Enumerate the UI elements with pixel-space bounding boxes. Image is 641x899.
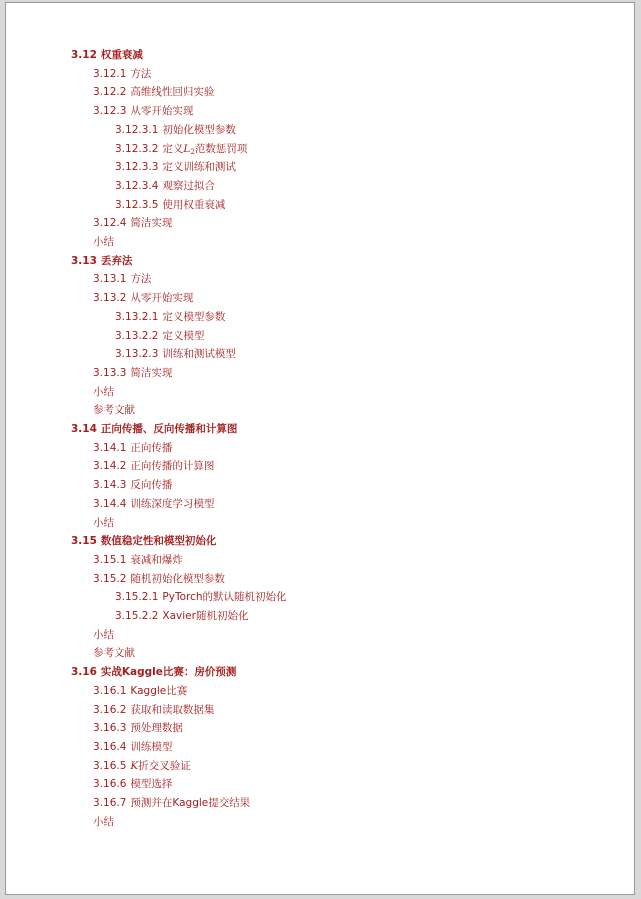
toc-entry[interactable] <box>93 441 172 455</box>
toc-entry-title: 预测并在Kaggle提交结果 <box>130 797 251 809</box>
toc-entry-title: Kaggle比赛 <box>130 684 188 697</box>
toc-entry-title: 训练和测试模型 <box>162 348 236 361</box>
toc-entry-title: 简洁实现 <box>130 366 173 379</box>
toc-entry-number: 3.14.4 <box>93 497 127 510</box>
toc-entry[interactable] <box>115 329 204 343</box>
toc-entry-title: 小结 <box>93 516 114 529</box>
toc-entry-number: 3.13 <box>71 254 97 267</box>
toc-entry-title: 参考文献 <box>93 404 135 417</box>
toc-entry-title: 定义训练和测试 <box>162 161 236 174</box>
toc-entry[interactable] <box>93 497 214 511</box>
toc-entry-title: 定义模型 <box>162 329 205 342</box>
toc-entry-number: 3.16.5 <box>93 759 127 772</box>
toc-entry-title: 获取和读取数据集 <box>130 703 215 716</box>
toc-entry-title: 参考文献 <box>93 647 135 660</box>
toc-entry-title: 训练深度学习模型 <box>130 497 215 510</box>
toc-entry[interactable] <box>93 272 151 286</box>
toc-entry-title: 数值稳定性和模型初始化 <box>100 535 217 548</box>
toc-entry-number: 3.15.2 <box>93 572 127 585</box>
math-variable: L <box>183 142 191 155</box>
toc-entry[interactable] <box>71 422 237 436</box>
toc-entry[interactable] <box>93 459 214 473</box>
toc-entry[interactable] <box>93 85 214 99</box>
toc-entry-number: 3.12.4 <box>93 217 127 230</box>
toc-entry-title-suffix: 范数惩罚项 <box>194 142 248 155</box>
toc-entry-title: 从零开始实现 <box>130 292 194 305</box>
toc-entry-number: 3.12.2 <box>93 86 127 99</box>
toc-entry-title: 实战Kaggle比赛：房价预测 <box>100 666 237 679</box>
toc-entry-title-prefix: 定义 <box>162 142 184 155</box>
toc-entry-number: 3.12.1 <box>93 67 127 80</box>
toc-entry-title: 正向传播 <box>130 441 173 454</box>
toc-entry-number: 3.12.3.3 <box>115 161 159 174</box>
toc-entry-number: 3.13.2.2 <box>115 329 159 342</box>
toc-entry-title: 小结 <box>93 815 114 828</box>
toc-entry-number: 3.12.3.2 <box>115 142 159 155</box>
math-variable: K <box>130 759 139 772</box>
toc-entry-number: 3.16.4 <box>93 740 127 753</box>
toc-entry-title: 从零开始实现 <box>130 105 194 118</box>
toc-entry-title: 观察过拟合 <box>162 179 215 192</box>
toc-entry-title: 初始化模型参数 <box>162 123 236 136</box>
toc-entry-title: 丢弃法 <box>100 254 133 267</box>
toc-entry-number: 3.15 <box>71 535 97 548</box>
toc-entry[interactable] <box>93 67 151 81</box>
document-page <box>5 2 635 895</box>
toc-entry[interactable] <box>93 628 114 642</box>
math-subscript: 2 <box>190 147 195 156</box>
toc-entry-title: 衰减和爆炸 <box>130 553 183 566</box>
toc-entry[interactable] <box>71 665 236 679</box>
toc-entry-title: 正向传播的计算图 <box>130 460 215 473</box>
toc-entry-title: 权重衰减 <box>100 49 143 61</box>
toc-entry-number: 3.13.1 <box>93 273 127 286</box>
toc-entry[interactable] <box>115 142 247 159</box>
toc-entry[interactable] <box>93 721 183 735</box>
toc-entry-number: 3.13.2.1 <box>115 310 159 323</box>
toc-entry-title: 训练模型 <box>130 740 173 753</box>
toc-entry[interactable] <box>115 310 225 324</box>
toc-entry[interactable] <box>93 759 191 773</box>
toc-entry-number: 3.15.2.1 <box>115 591 159 604</box>
toc-entry[interactable] <box>93 104 193 118</box>
toc-entry-title: 随机初始化模型参数 <box>130 572 225 585</box>
toc-entry[interactable] <box>93 646 135 660</box>
toc-entry-title: 正向传播、反向传播和计算图 <box>100 423 238 435</box>
toc-entry[interactable] <box>93 366 172 380</box>
toc-entry[interactable] <box>93 572 225 586</box>
toc-entry[interactable] <box>71 254 132 268</box>
toc-entry-number: 3.12.3.4 <box>115 179 159 192</box>
toc-entry-number: 3.14.3 <box>93 479 127 492</box>
toc-entry-number: 3.12 <box>71 49 97 61</box>
toc-entry[interactable] <box>115 123 236 137</box>
toc-entry-number: 3.16.2 <box>93 703 127 716</box>
toc-entry-title: 预处理数据 <box>130 722 183 735</box>
toc-entry-number: 3.16.7 <box>93 797 127 809</box>
toc-entry-number: 3.14.2 <box>93 460 127 473</box>
toc-entry[interactable] <box>93 216 172 230</box>
toc-entry-title: 小结 <box>93 385 114 398</box>
toc-entry[interactable] <box>93 684 187 698</box>
toc-entry-number: 3.16.1 <box>93 684 127 697</box>
toc-entry-number: 3.15.1 <box>93 553 127 566</box>
toc-entry[interactable] <box>93 235 114 249</box>
toc-entry[interactable] <box>115 198 225 212</box>
toc-entry-number: 3.14.1 <box>93 441 127 454</box>
toc-entry-number: 3.14 <box>71 423 97 435</box>
toc-entry-title: 简洁实现 <box>130 217 173 230</box>
toc-entry[interactable] <box>71 534 216 548</box>
toc-entry-title: 方法 <box>130 67 152 80</box>
toc-entry[interactable] <box>93 815 114 829</box>
toc-entry-number: 3.12.3.5 <box>115 198 159 211</box>
toc-entry[interactable] <box>93 740 172 754</box>
toc-entry-title: 模型选择 <box>130 778 173 791</box>
toc-entry-title-suffix: 折交叉验证 <box>138 759 191 772</box>
toc-entry[interactable] <box>93 777 172 791</box>
toc-entry[interactable] <box>93 796 250 810</box>
toc-entry[interactable] <box>115 347 236 361</box>
toc-entry[interactable] <box>93 291 193 305</box>
toc-entry-number: 3.16.3 <box>93 722 127 735</box>
toc-entry-number: 3.13.2.3 <box>115 348 159 361</box>
toc-entry[interactable] <box>93 703 214 717</box>
toc-entry-number: 3.12.3.1 <box>115 123 159 136</box>
toc-entry[interactable] <box>115 160 236 174</box>
toc-entry-title: Xavier随机初始化 <box>162 610 249 622</box>
toc-entry-number: 3.15.2.2 <box>115 610 159 622</box>
toc-entry-title: 方法 <box>130 273 152 286</box>
toc-entry-title: 小结 <box>93 236 114 248</box>
toc-entry[interactable] <box>93 385 114 399</box>
toc-entry[interactable] <box>71 48 143 62</box>
toc-entry-title: 定义模型参数 <box>162 310 226 323</box>
toc-entry[interactable] <box>93 403 135 417</box>
toc-entry-number: 3.16.6 <box>93 778 127 791</box>
toc-entry-number: 3.12.3 <box>93 105 127 118</box>
toc-entry-title: PyTorch的默认随机初始化 <box>162 591 287 604</box>
toc-entry-math-symbol <box>183 143 194 155</box>
toc-entry[interactable] <box>93 553 183 567</box>
toc-entry-title: 使用权重衰减 <box>162 198 226 211</box>
toc-entry[interactable] <box>115 609 248 623</box>
toc-entry-number: 3.16 <box>71 666 97 679</box>
toc-entry[interactable] <box>93 516 114 530</box>
toc-entry-number: 3.13.2 <box>93 292 127 305</box>
toc-entry[interactable] <box>115 590 287 604</box>
toc-entry-title: 高维线性回归实验 <box>130 86 215 99</box>
toc-entry-title: 小结 <box>93 628 114 641</box>
toc-entry[interactable] <box>93 478 172 492</box>
toc-entry-number: 3.13.3 <box>93 366 127 379</box>
toc-entry-title: 反向传播 <box>130 479 173 492</box>
toc-entry[interactable] <box>115 179 215 193</box>
